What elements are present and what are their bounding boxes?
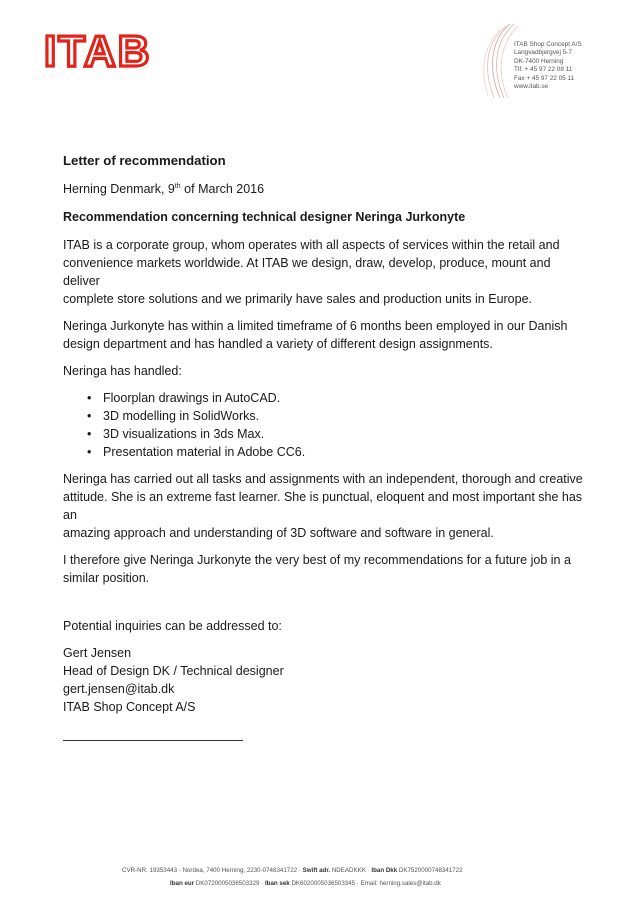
logo-text: ITAB (44, 30, 152, 70)
paragraph-intro: ITAB is a corporate group, whom operates with all aspects of services within the retail and convenience markets worldwide. At ITAB we design, draw, develop, produce, mount and deliver complete store solutions and we primarily have sales and production units in Europe. (63, 238, 560, 306)
contact-name: Gert Jensen (63, 646, 132, 660)
inquiries-line: Potential inquiries can be addressed to: (63, 619, 282, 633)
paragraph-recommendation: I therefore give Neringa Jurkonyte the very best of my recommendations for a future job in a similar position. (63, 553, 571, 585)
list-item: • 3D modelling in SolidWorks. (87, 409, 260, 423)
contact-block (63, 644, 583, 716)
letter-body (63, 152, 583, 741)
company-website: www.itab.se (514, 83, 549, 91)
company-address-block (514, 41, 634, 91)
company-street: Langvadbjergvej 5-7 (514, 49, 572, 57)
company-city: DK-7400 Herning (514, 57, 564, 65)
handled-intro: Neringa has handled: (63, 364, 182, 378)
page-footer (120, 864, 520, 890)
letter-title: Letter of recommendation (63, 153, 226, 168)
contact-role: Head of Design DK / Technical designer (63, 664, 284, 678)
paragraph-assessment: Neringa has carried out all tasks and assignments with an independent, thorough and creative attitude. She is an extreme fast learner. She is punctual, eloquent and most important she has an amazing approach and understanding of 3D software and software in general. (63, 472, 583, 540)
contact-email: gert.jensen@itab.dk (63, 682, 175, 696)
letter-subject: Recommendation concerning technical designer Neringa Jurkonyte (63, 210, 466, 224)
footer-line-1: CVR-NR. 19353443 · Nordea, 7400 Herning, 2230-0748341722 · Swift adr. NDEADKKK · Iban Dkk DK7520000748341722 (122, 867, 463, 874)
letter-date: Herning Denmark, 9th of March 2016 (63, 182, 265, 196)
list-item: • Presentation material in Adobe CC6. (87, 445, 306, 459)
signature-line (63, 740, 243, 741)
itab-logo (44, 30, 154, 70)
company-name: ITAB Shop Concept A/S (514, 41, 582, 48)
list-item: • 3D visualizations in 3ds Max. (87, 427, 265, 441)
list-item: • Floorplan drawings in AutoCAD. (87, 391, 281, 405)
skills-list (63, 389, 583, 461)
company-fax: Fax + 45 97 22 05 11 (514, 74, 575, 82)
company-phone: Tlf. + 45 97 22 08 11 (514, 66, 573, 74)
footer-line-2: Iban eur DK0720005036503329 · Iban sek DK6020005036503345 · Email: herning.sales@itab.dk (170, 880, 441, 887)
paragraph-employment: Neringa Jurkonyte has within a limited timeframe of 6 months been employed in our Danish design department and has handled a variety of different design assignments. (63, 319, 568, 351)
contact-company: ITAB Shop Concept A/S (63, 700, 196, 714)
